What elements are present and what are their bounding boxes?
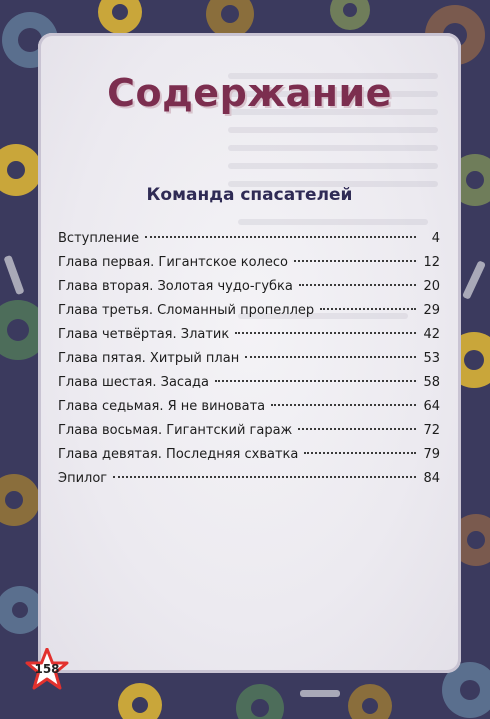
toc-item-label: Глава пятая. Хитрый план (58, 351, 240, 366)
toc-leader-dots (294, 260, 416, 262)
toc-item-label: Глава четвёртая. Златик (58, 327, 230, 342)
toc-item-label: Глава седьмая. Я не виновата (58, 399, 266, 414)
toc-item-page: 12 (423, 255, 440, 270)
toc-leader-dots (245, 356, 416, 358)
toc-item-page: 20 (423, 279, 440, 294)
toc-leader-dots (299, 284, 416, 286)
page-number: 158 (34, 662, 60, 676)
toc-item-label: Глава вторая. Золотая чудо-губка (58, 279, 293, 294)
toc-item-page: 84 (423, 471, 440, 486)
toc-item-label: Глава первая. Гигантское колесо (58, 255, 288, 270)
page-title: Содержание (107, 71, 392, 115)
toc-item-label: Глава третья. Сломанный пропеллер (58, 303, 315, 318)
toc-item-label: Глава шестая. Засада (58, 375, 209, 390)
page-number-badge (25, 648, 69, 692)
toc-item[interactable] (58, 375, 440, 399)
toc-leader-dots (113, 476, 416, 478)
toc-leader-dots (320, 308, 416, 310)
toc-item[interactable] (58, 279, 440, 303)
toc-item-page: 79 (423, 447, 440, 462)
toc-item[interactable] (58, 327, 440, 351)
toc-item[interactable] (58, 255, 440, 279)
toc-item[interactable] (58, 399, 440, 423)
toc-item[interactable] (58, 303, 440, 327)
toc-leader-dots (235, 332, 416, 334)
toc-leader-dots (271, 404, 416, 406)
content-panel (38, 33, 461, 673)
toc-item-page: 53 (423, 351, 440, 366)
toc-item[interactable] (58, 423, 440, 447)
toc-item[interactable] (58, 231, 440, 255)
toc-item-label: Глава восьмая. Гигантский гараж (58, 423, 293, 438)
toc-item-label: Вступление (58, 231, 140, 246)
toc-leader-dots (304, 452, 416, 454)
toc-item-page: 64 (423, 399, 440, 414)
toc-item-page: 4 (431, 231, 440, 246)
toc-item[interactable] (58, 471, 440, 495)
table-of-contents (58, 231, 440, 495)
toc-item-page: 42 (423, 327, 440, 342)
toc-leader-dots (145, 236, 416, 238)
toc-item-label: Эпилог (58, 471, 108, 486)
toc-leader-dots (298, 428, 416, 430)
toc-item-label: Глава девятая. Последняя схватка (58, 447, 299, 462)
toc-item[interactable] (58, 351, 440, 375)
section-title: Команда спасателей (146, 185, 353, 205)
toc-item-page: 29 (423, 303, 440, 318)
toc-leader-dots (215, 380, 416, 382)
toc-item-page: 58 (423, 375, 440, 390)
toc-item[interactable] (58, 447, 440, 471)
toc-item-page: 72 (423, 423, 440, 438)
